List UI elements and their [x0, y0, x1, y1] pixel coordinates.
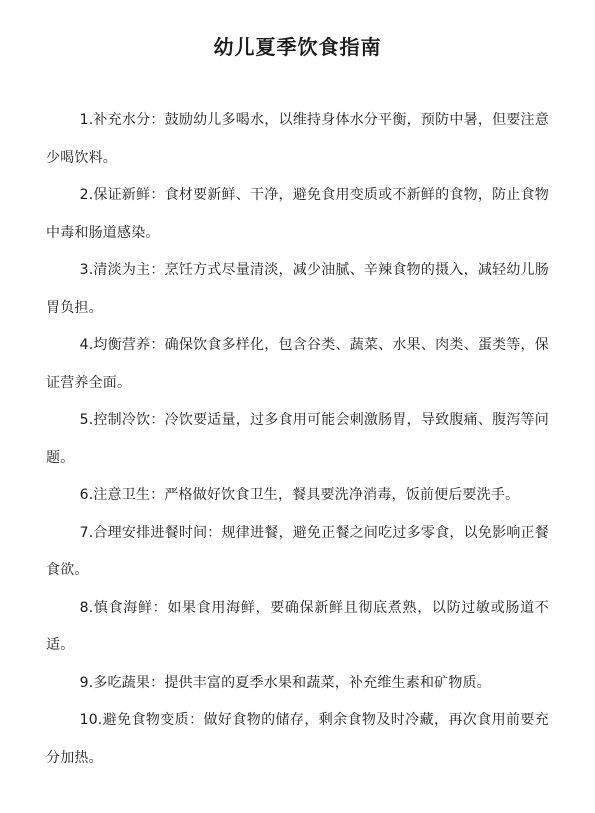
- guide-list: [46, 102, 549, 777]
- guide-item-4: 4.均衡营养：确保饮食多样化，包含谷类、蔬菜、水果、肉类、蛋类等，保证营养全面。: [46, 337, 549, 391]
- guide-item-1: 1.补充水分：鼓励幼儿多喝水，以维持身体水分平衡，预防中暑，但要注意少喝饮料。: [46, 112, 549, 166]
- guide-item-3: 3.清淡为主：烹饪方式尽量清淡，减少油腻、辛辣食物的摄入，减轻幼儿肠胃负担。: [46, 262, 549, 316]
- guide-item-2: 2.保证新鲜：食材要新鲜、干净，避免食用变质或不新鲜的食物，防止食物中毒和肠道感染。: [46, 187, 549, 241]
- guide-item-8: 8.慎食海鲜：如果食用海鲜，要确保新鲜且彻底煮熟，以防过敏或肠道不适。: [46, 599, 549, 653]
- page-title: 幼儿夏季饮食指南: [213, 35, 382, 59]
- guide-item-5: 5.控制冷饮：冷饮要适量，过多食用可能会刺激肠胃，导致腹痛、腹泻等问题。: [46, 412, 549, 466]
- guide-item-7: 7.合理安排进餐时间：规律进餐，避免正餐之间吃过多零食，以免影响正餐食欲。: [46, 524, 549, 578]
- guide-item-9: 9.多吃蔬果：提供丰富的夏季水果和蔬菜，补充维生素和矿物质。: [79, 674, 491, 691]
- guide-item-6: 6.注意卫生：严格做好饮食卫生，餐具要洗净消毒，饭前便后要洗手。: [79, 487, 520, 503]
- guide-item-10: 10.避免食物变质：做好食物的储存，剩余食物及时冷藏，再次食用前要充分加热。: [46, 712, 549, 766]
